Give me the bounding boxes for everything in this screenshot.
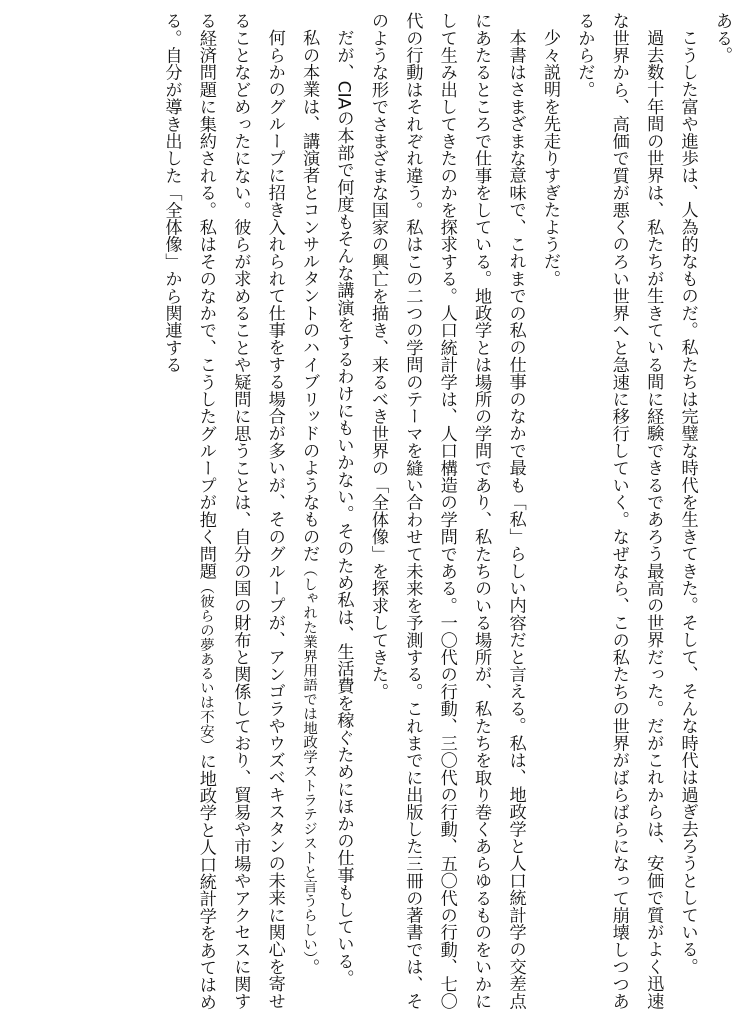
paragraph-4: 少々説明を先走りすぎたようだ。 [539, 29, 560, 288]
parenthetical-note: （彼らの夢あるいは不安） [197, 579, 214, 753]
paragraph-8: 何らかのグループに招き入れられて仕事をする場合が多いが、そのグループが、アンゴラやウズベキスタンの未来に関心を寄せることなどめったにない。彼らが求めることや疑問に思うことは、自分の国の財布と関係しており、貿易や市場やアクセスに関する経済問題に集約される。私はそのなかで、こうしたグループが抱く問題（彼らの夢あるいは不安）に地政学と人口統計学をあてはめる。自分が導き出した「全体像」から関連する [161, 12, 285, 1011]
paragraph-6: だが、CIAの本部で何度もそんな講演をするわけにもいかない。そのため私は、生活費を稼ぐためにほかの仕事もしている。 [333, 29, 354, 987]
vertical-text-body [0, 12, 739, 1016]
paragraph-5: 本書はさまざまな意味で、これまでの私の仕事のなかで最も「私」らしい内容だと言える。私は、地政学と人口統計学の交差点にあたるところで仕事をしている。地政学とは場所の学問であり、私たちのいる場所が、私たちを取り巻くあらゆるものをいかにして生み出してきたのかを探求する。人口統計学は、人口構造の学問である。一〇代の行動、三〇代の行動、五〇代の行動、七〇代の行動はそれぞれ違う。私はこの二つの学問のテーマを縫い合わせて未来を予測する。これまでに出版した三冊の著書では、そのような形でさまざまな国家の興亡を描き、来るべき世界の「全体像」を探求してきた。 [367, 12, 526, 1010]
parenthetical-note: （しゃれた業界用語では地政学ストラテジストと言うらしい） [301, 562, 318, 959]
paragraph-2: こうした富や進歩は、人為的なものだ。私たちは完璧な時代を生きてきた。そして、そんな時代は過ぎ去ろうとしている。 [677, 29, 698, 976]
paragraph-3: 過去数十年間の世界は、私たちが生きている間に経験できるであろう最高の世界だった。だがこれからは、安価で質がよく迅速な世界から、高価で質が悪くのろい世界へと急速に移行していく。なぜなら、この私たちの世界がばらばらになって崩壊しつつあるからだ。 [574, 12, 664, 1010]
paragraph-1: ある。 [712, 12, 732, 64]
paragraph-7: 私の本業は、講演者とコンサルタントのハイブリッドのようなものだ（しゃれた業界用語では地政学ストラテジストと言うらしい）。 [299, 29, 320, 976]
